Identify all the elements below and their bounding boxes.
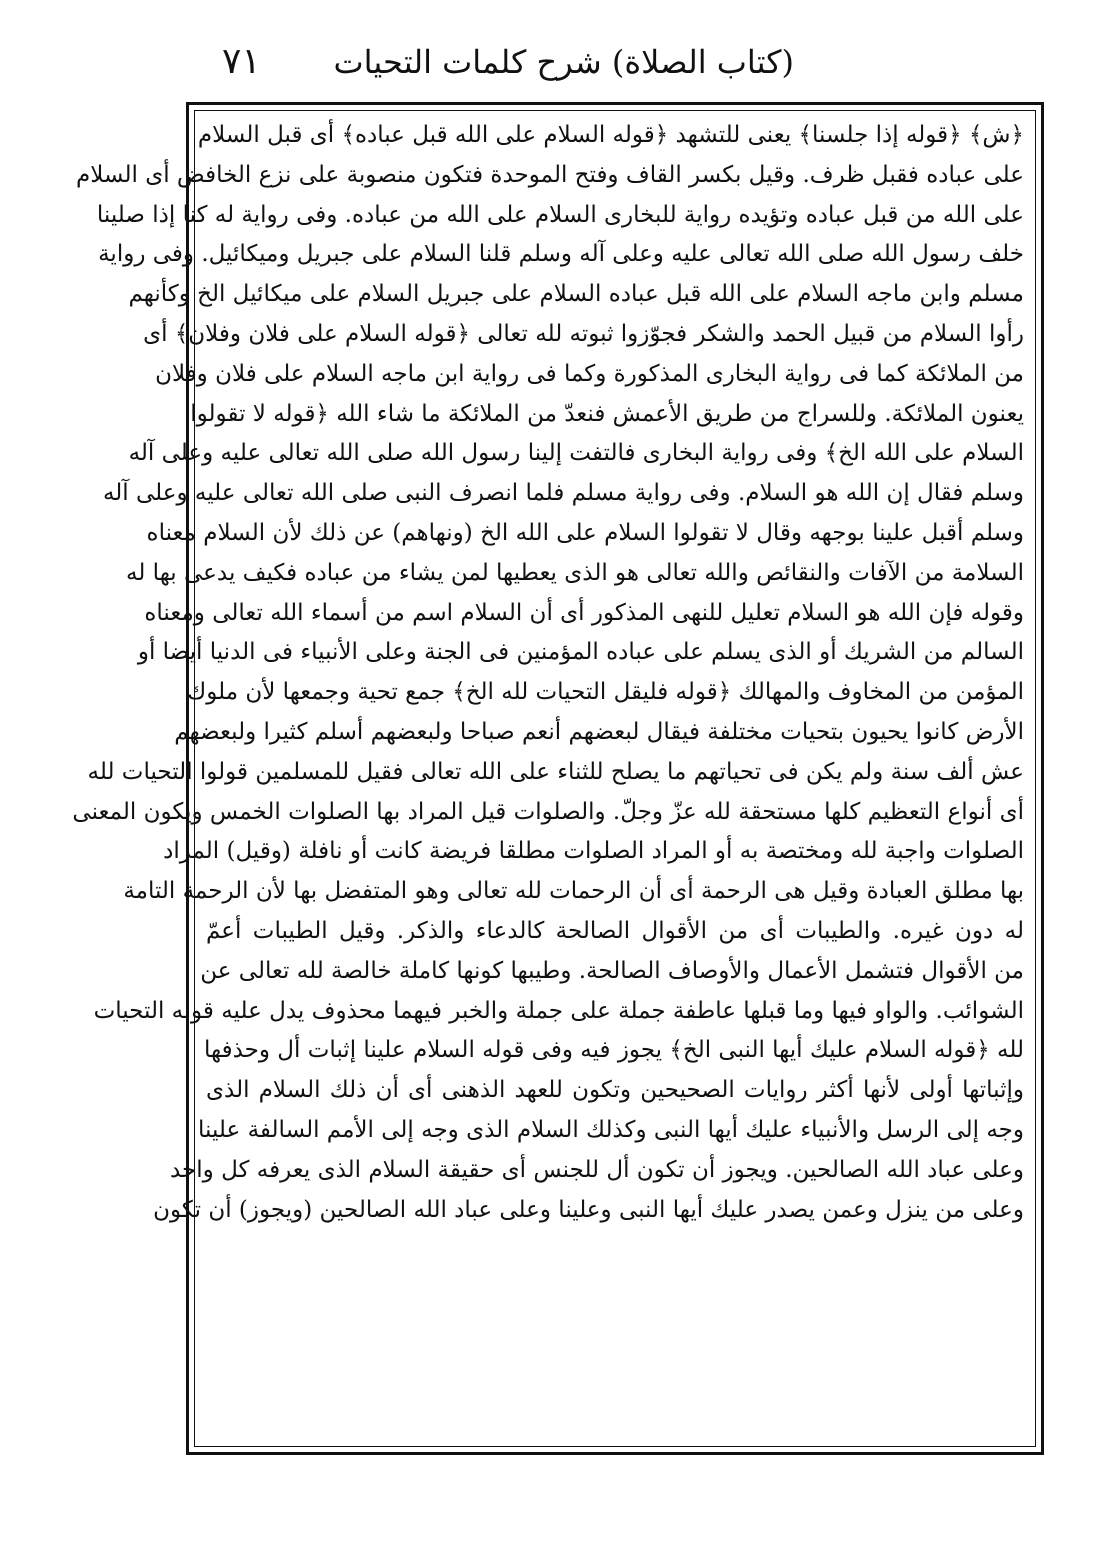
text-line: وعلى من ينزل وعمن يصدر عليك أيها النبى وعلينا وعلى عباد الله الصالحين (ويجوز) أن تكون — [153, 1196, 1024, 1223]
text-line: وقوله فإن الله هو السلام تعليل للنهى المذكور أى أن السلام اسم من أسماء الله تعالى ومعناه — [144, 599, 1024, 626]
text-line: السالم من الشريك أو الذى يسلم على عباده المؤمنين فى الجنة وعلى الأنبياء فى الدنيا أيضا أو — [137, 639, 1024, 666]
text-line: بها مطلق العبادة وقيل هى الرحمة أى أن الرحمات لله تعالى وهو المتفضل بها لأن الرحمة التامة — [123, 878, 1024, 905]
text-line: الشوائب. والواو فيها وما قبلها عاطفة جملة على جملة والخبر فيهما محذوف يدل عليه قوله التحيات — [93, 997, 1024, 1024]
text-line: رأوا السلام من قبيل الحمد والشكر فجوّزوا ثبوته لله تعالى ﴿قوله السلام على فلان وفلان﴾ أى — [143, 320, 1024, 347]
text-line: عش ألف سنة ولم يكن فى تحياتهم ما يصلح للثناء على الله تعالى فقيل للمسلمين قولوا التحيات لله — [87, 758, 1024, 785]
text-line: على الله من قبل عباده وتؤيده رواية للبخارى السلام على الله من عباده. وفى رواية له كنا إذا صلينا — [96, 201, 1024, 228]
text-line: على عباده فقبل ظرف. وقيل بكسر القاف وفتح الموحدة فتكون منصوبة على نزع الخافض أى السلام — [76, 161, 1024, 188]
text-line: من الأقوال فتشمل الأعمال والأوصاف الصالحة. وطيبها كونها كاملة خالصة لله تعالى عن — [200, 957, 1024, 984]
page-header — [186, 24, 1044, 94]
text-line: يعنون الملائكة. وللسراج من طريق الأعمش فنعدّ من الملائكة ما شاء الله ﴿قوله لا تقولوا — [190, 400, 1024, 427]
text-line: مسلم وابن ماجه السلام على الله قبل عباده السلام على جبريل السلام على ميكائيل الخ وكأنهم — [128, 281, 1024, 308]
text-line: المؤمن من المخاوف والمهالك ﴿قوله فليقل التحيات لله الخ﴾ جمع تحية وجمعها لأن ملوك — [187, 679, 1024, 706]
text-line: له دون غيره. والطيبات أى من الأقوال الصالحة كالدعاء والذكر. وقيل الطيبات أعمّ — [206, 917, 1024, 944]
text-line: ﴿ش﴾ ﴿قوله إذا جلسنا﴾ يعنى للتشهد ﴿قوله السلام على الله قبل عباده﴾ أى قبل السلام — [197, 122, 1024, 148]
text-body — [72, 116, 1024, 1441]
text-line: وإثباتها أولى لأنها أكثر روايات الصحيحين وتكون للعهد الذهنى أى أن ذلك السلام الذى — [206, 1077, 1024, 1104]
text-line: السلامة من الآفات والنقائص والله تعالى هو الذى يعطيها لمن يشاء من عباده فكيف يدعى بها له — [126, 559, 1024, 586]
text-line: وعلى عباد الله الصالحين. ويجوز أن تكون أل للجنس أى حقيقة السلام الذى يعرفه كل واحد — [169, 1156, 1024, 1183]
text-line: أى أنواع التعظيم كلها مستحقة لله عزّ وجلّ. والصلوات قيل المراد بها الصلوات الخمس ويكون المعنى — [72, 798, 1024, 825]
text-line: وسلم أقبل علينا بوجهه وقال لا تقولوا السلام على الله الخ (ونهاهم) عن ذلك لأن السلام معناه — [146, 519, 1024, 546]
page-number: ٧١ — [222, 41, 261, 82]
text-line: وسلم فقال إن الله هو السلام. وفى رواية مسلم فلما انصرف النبى صلى الله تعالى عليه وعلى آله — [102, 480, 1024, 507]
text-line: الصلوات واجبة لله ومختصة به أو المراد الصلوات مطلقا فريضة كانت أو نافلة (وقيل) المراد — [163, 838, 1024, 865]
text-line: لله ﴿قوله السلام عليك أيها النبى الخ﴾ يجوز فيه وفى قوله السلام علينا إثبات أل وحذفها — [203, 1037, 1024, 1064]
text-line: من الملائكة كما فى رواية البخارى المذكورة وكما فى رواية ابن ماجه السلام على فلان وفلان — [155, 360, 1024, 387]
text-line: السلام على الله الخ﴾ وفى رواية البخارى فالتفت إلينا رسول الله صلى الله تعالى عليه وعلى آله — [128, 440, 1024, 467]
text-line: وجه إلى الرسل والأنبياء عليك أيها النبى وكذلك السلام الذى وجه إلى الأمم السالفة علينا — [198, 1116, 1024, 1143]
running-title: (كتاب الصلاة) شرح كلمات التحيات — [333, 43, 794, 81]
text-line: الأرض كانوا يحيون بتحيات مختلفة فيقال لبعضهم أنعم صباحا ولبعضهم أسلم كثيرا ولبعضهم — [174, 718, 1024, 745]
text-line: خلف رسول الله صلى الله تعالى عليه وعلى آله وسلم قلنا السلام على جبريل وميكائيل. وفى رواية — [98, 241, 1024, 268]
